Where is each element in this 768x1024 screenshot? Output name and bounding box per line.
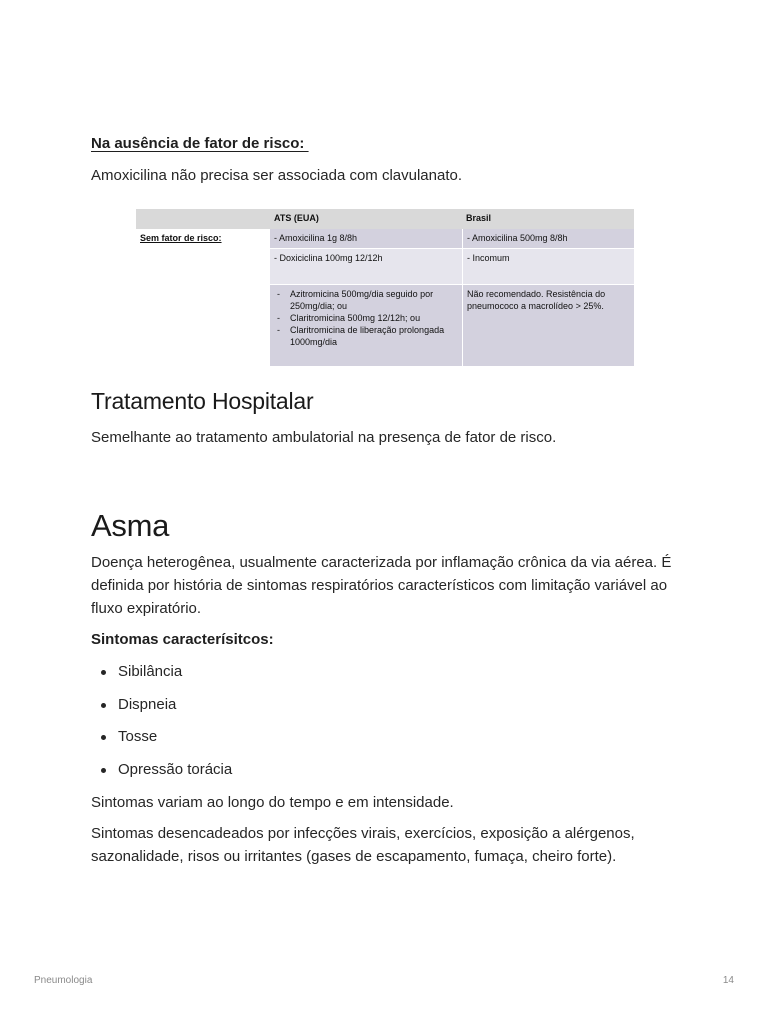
table-cell-ats-1: - Amoxicilina 1g 8/8h bbox=[270, 229, 462, 249]
list-item: Tosse bbox=[91, 725, 232, 758]
heading-tratamento-hospitalar: Tratamento Hospitalar bbox=[91, 388, 314, 414]
paragraph-asma-definition: Doença heterogênea, usualmente caracterizada por inflamação crônica da via aérea. É definida por história de sintomas respiratórios característicos com limitação variável ao fluxo expiratório. bbox=[91, 554, 672, 617]
table-cell-ats-3 bbox=[270, 285, 462, 366]
list-item: Sibilância bbox=[91, 660, 232, 693]
page-number: 14 bbox=[722, 975, 734, 986]
paragraph-hospital-treatment: Semelhante ao tratamento ambulatorial na presença de fator de risco. bbox=[91, 429, 557, 446]
paragraph-symptoms-triggers: Sintomas desencadeados por infecções virais, exercícios, exposição a alérgenos, sazonalidade, risos ou irritantes (gases de escapamento, fumaça, cheiro forte). bbox=[91, 825, 635, 865]
table-header-brasil: Brasil bbox=[462, 209, 634, 229]
list-item: Dispneia bbox=[91, 693, 232, 726]
table-cell-brasil-2: - Incomum bbox=[462, 249, 634, 285]
paragraph-amoxicillin: Amoxicilina não precisa ser associada com clavulanato. bbox=[91, 167, 463, 184]
symptoms-label: Sintomas caracterísitcos: bbox=[91, 631, 274, 648]
paragraph-symptoms-vary: Sintomas variam ao longo do tempo e em intensidade. bbox=[91, 794, 454, 811]
table-cell-brasil-3: Não recomendado. Resistência do pneumococo a macrolídeo > 25%. bbox=[462, 285, 634, 366]
table-cell-ats-2: - Doxiciclina 100mg 12/12h bbox=[270, 249, 462, 285]
footer-title: Pneumologia bbox=[34, 975, 93, 986]
list-item: Opressão torácia bbox=[91, 758, 232, 791]
list-item: - Azitromicina 500mg/dia seguido por 250mg/dia; ou bbox=[290, 288, 458, 312]
treatment-table bbox=[136, 209, 634, 366]
subheading-no-risk-factor: Na ausência de fator de risco: bbox=[91, 135, 309, 152]
list-item: - Claritromicina de liberação prolongada 1000mg/dia bbox=[290, 324, 458, 348]
table-header-empty bbox=[136, 209, 270, 229]
symptoms-list bbox=[91, 660, 232, 790]
table-header-ats: ATS (EUA) bbox=[270, 209, 462, 229]
ats-macrolide-list bbox=[274, 288, 458, 348]
list-item: - Claritromicina 500mg 12/12h; ou bbox=[290, 312, 458, 324]
table-cell-brasil-1: - Amoxicilina 500mg 8/8h bbox=[462, 229, 634, 249]
table-row-label: Sem fator de risco: bbox=[136, 229, 270, 366]
heading-asma: Asma bbox=[91, 508, 170, 543]
